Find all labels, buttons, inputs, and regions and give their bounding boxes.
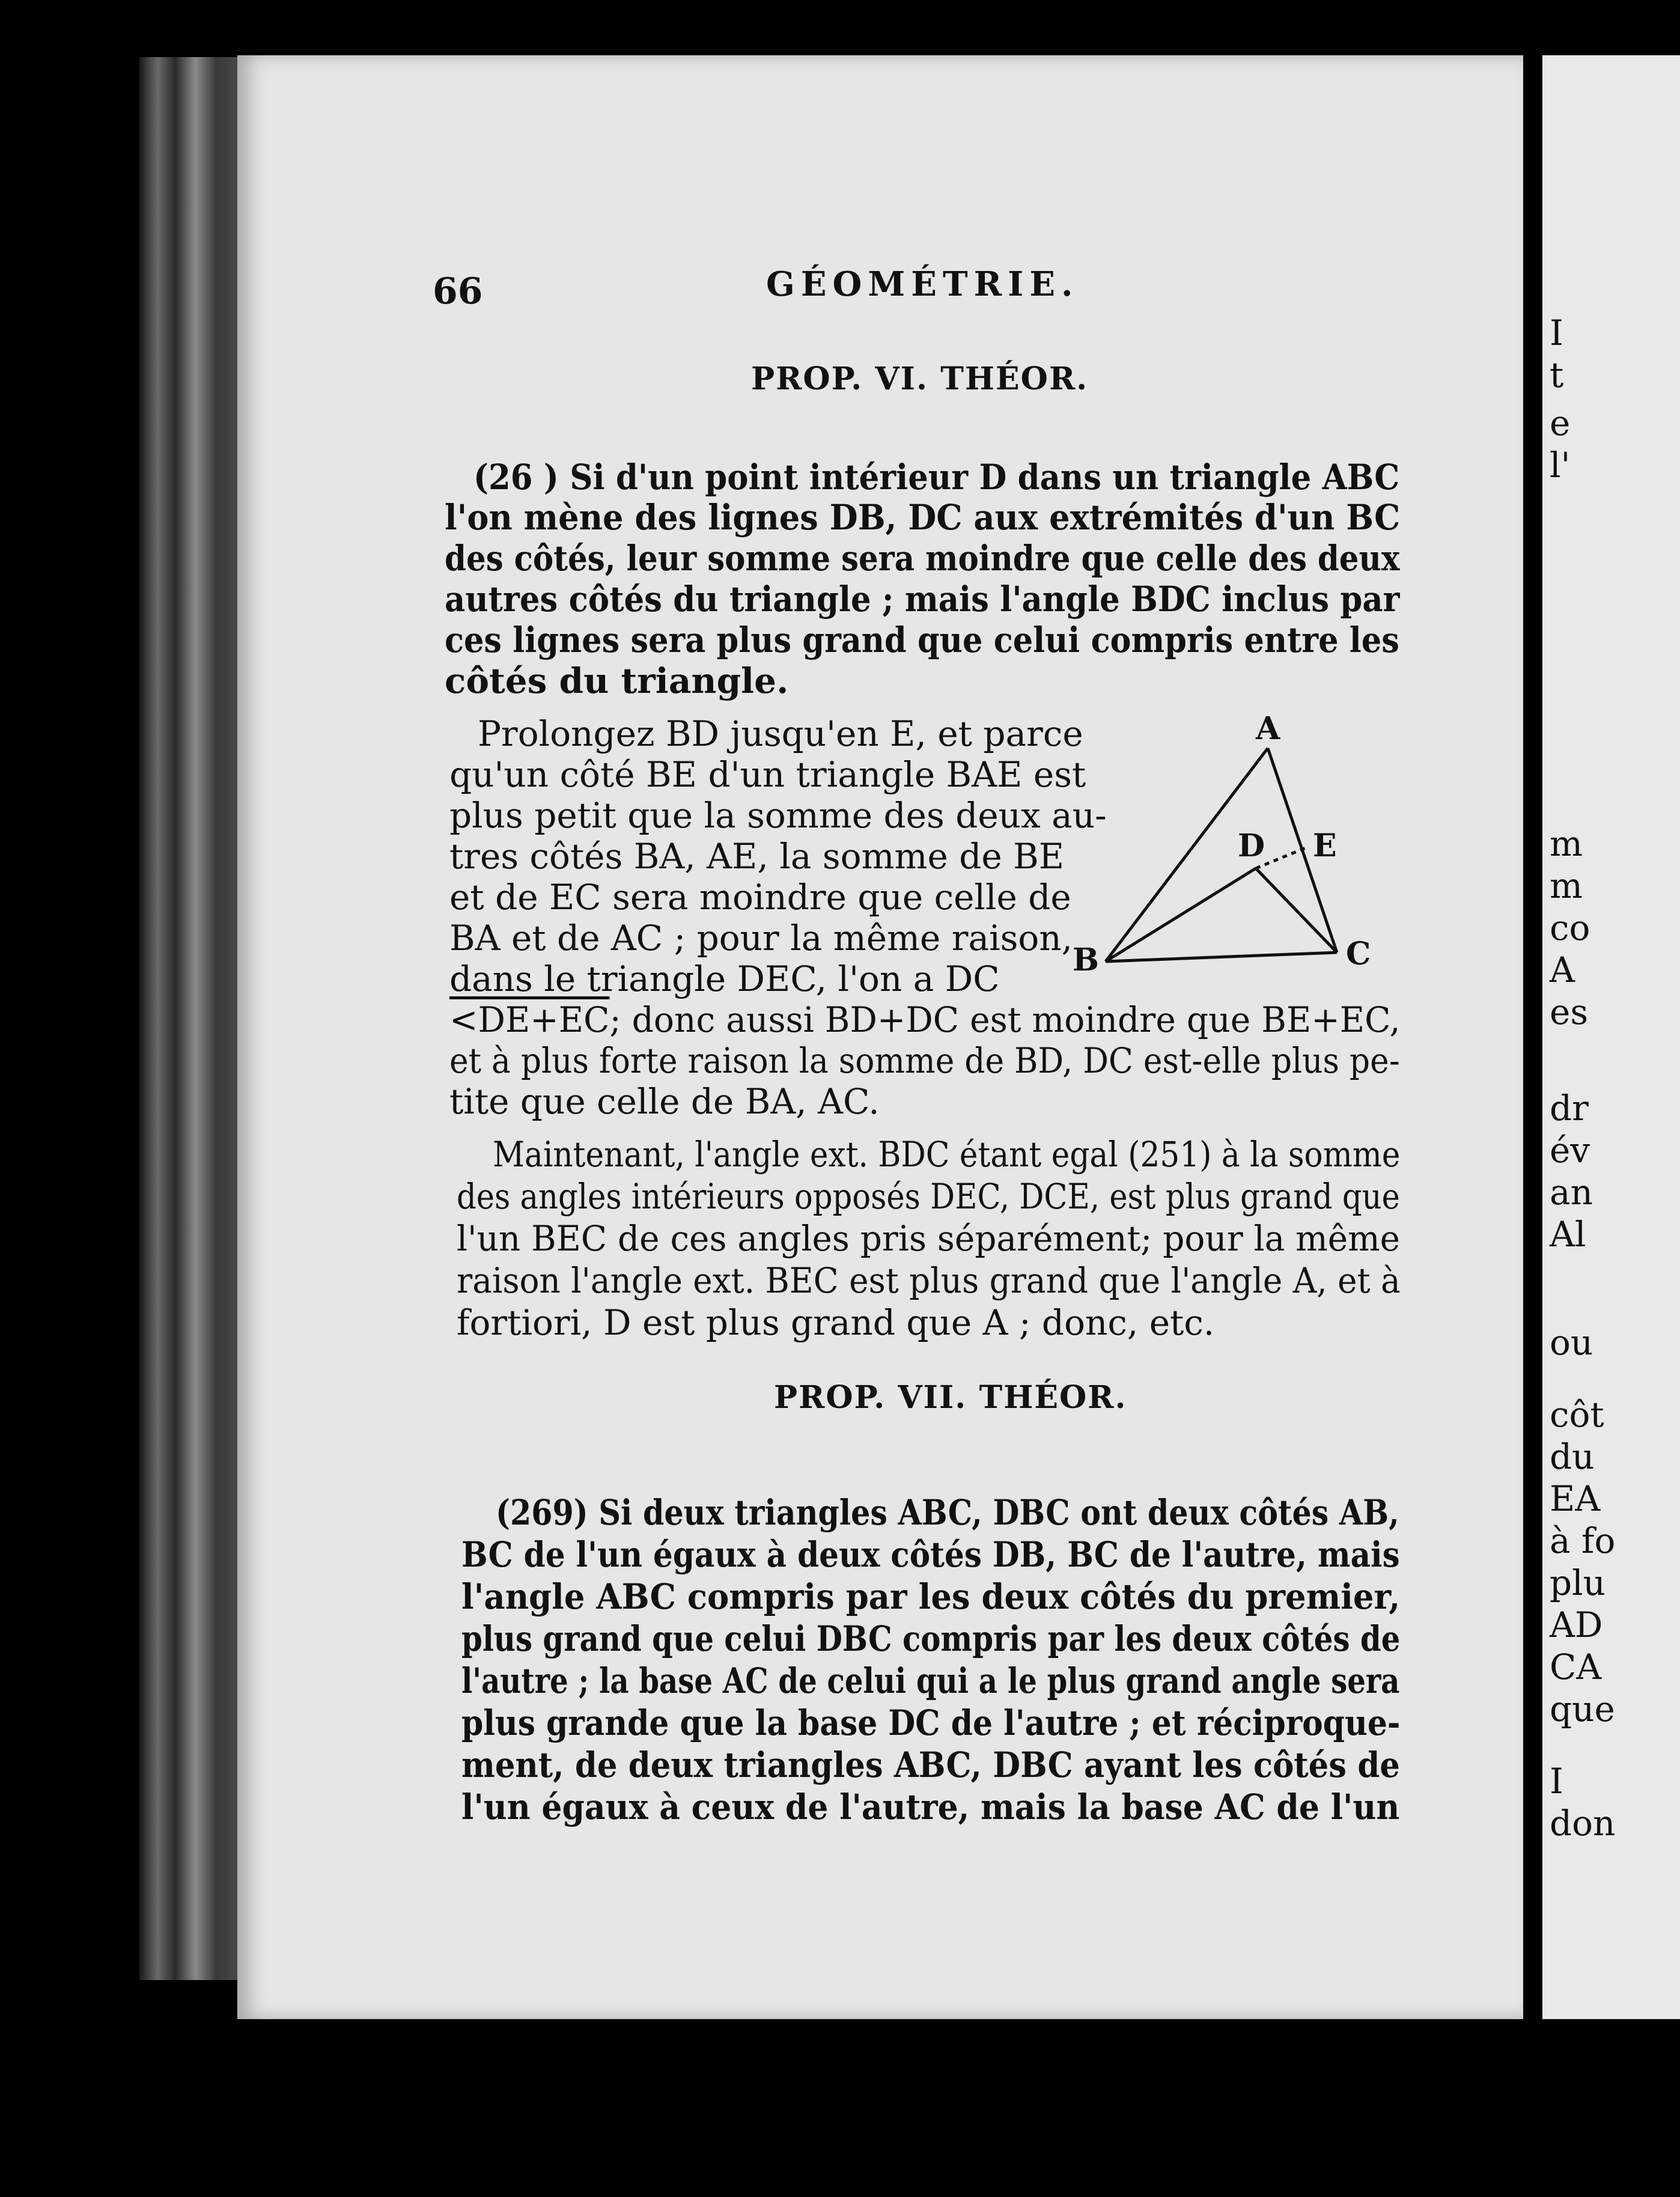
right-page-fragment: es	[1550, 992, 1589, 1032]
right-page-fragment: ou	[1550, 1322, 1593, 1363]
right-page-fragment: côt	[1550, 1394, 1604, 1435]
prop-7-statement-line: l'autre ; la base AC de celui qui a le plus grand angle sera	[461, 1660, 1400, 1701]
label-c: C	[1346, 936, 1371, 972]
prop-6-proof-line: et à plus forte raison la somme de BD, DC est-elle plus pe-	[449, 1040, 1400, 1081]
right-page-fragment: co	[1550, 907, 1590, 948]
prop-6-proof2-line: l'un BEC de ces angles pris séparément; pour la même	[457, 1218, 1401, 1259]
prop-7-statement-line: plus grande que la base DC de l'autre ; et réciproque-	[461, 1702, 1401, 1743]
prop-6-statement-line: côtés du triangle.	[445, 660, 789, 701]
running-title: GÉOMÉTRIE.	[766, 264, 1079, 304]
right-page-fragment: EA	[1550, 1478, 1601, 1519]
right-page-fragment: dr	[1550, 1088, 1589, 1129]
prop-7-heading: PROP. VII. THÉOR.	[774, 1379, 1127, 1416]
right-page-fragment: m	[1550, 865, 1583, 906]
prop-6-proof-line: dans le triangle DEC, l'on a DC	[449, 958, 1000, 999]
prop-6-proof-line: BA et de AC ; pour la même raison,	[449, 918, 1073, 958]
right-page-fragment: év	[1550, 1130, 1590, 1171]
prop-7-statement-line: ment, de deux triangles ABC, DBC ayant les côtés de	[461, 1744, 1400, 1785]
prop-7-statement-line: (269) Si deux triangles ABC, DBC ont deux côtés AB,	[496, 1492, 1399, 1533]
prop-6-heading: PROP. VI. THÉOR.	[751, 361, 1089, 397]
prop-6-proof2-line: fortiori, D est plus grand que A ; donc, etc.	[457, 1302, 1215, 1343]
inequality-overline-expression: <DE+EC	[449, 999, 610, 1040]
prop-6-statement-line: autres côtés du triangle ; mais l'angle BDC inclus par	[445, 579, 1400, 620]
prop-6-proof-line: Prolongez BD jusqu'en E, et parce	[478, 713, 1083, 754]
right-page-fragment: que	[1550, 1689, 1615, 1729]
prop-6-proof2-line: Maintenant, l'angle ext. BDC étant egal (251) à la somme	[493, 1134, 1401, 1175]
label-b: B	[1073, 942, 1099, 978]
right-page-fragment: e	[1550, 403, 1571, 443]
right-page-fragment: à fo	[1550, 1520, 1616, 1561]
prop-6-statement-line: des côtés, leur somme sera moindre que celle des deux	[445, 538, 1400, 579]
prop-7-statement-line: l'un égaux à ceux de l'autre, mais la base AC de l'un	[461, 1787, 1400, 1827]
prop-7-statement-line: plus grand que celui DBC compris par les deux côtés de	[461, 1618, 1401, 1659]
right-page-fragment: Al	[1550, 1214, 1586, 1255]
right-page-fragment: plu	[1550, 1562, 1606, 1603]
prop-6-proof-line-inequality	[449, 999, 1401, 1040]
inequality-continuation: ; donc aussi BD+DC est moindre que BE+EC,	[609, 999, 1401, 1040]
prop-7-statement-line: BC de l'un égaux à deux côtés DB, BC de l'autre, mais	[461, 1534, 1400, 1575]
right-page-fragment: I	[1550, 1761, 1563, 1802]
page-number: 66	[433, 270, 483, 312]
right-page-fragment: an	[1550, 1172, 1593, 1213]
book-page-right-edge	[1542, 55, 1680, 2019]
prop-6-statement-line: (26 ) Si d'un point intérieur D dans un triangle ABC	[473, 457, 1400, 498]
prop-7-statement-line: l'angle ABC compris par les deux côtés du premier,	[461, 1576, 1401, 1617]
right-page-fragment: du	[1550, 1436, 1595, 1477]
label-d: D	[1238, 827, 1265, 864]
prop-6-statement-line: ces lignes sera plus grand que celui compris entre les	[445, 620, 1399, 660]
right-page-fragment: l'	[1550, 445, 1571, 486]
right-page-fragment: AD	[1550, 1604, 1603, 1645]
right-page-fragment: don	[1550, 1803, 1616, 1844]
book-spine	[139, 57, 242, 1980]
label-a: A	[1256, 710, 1280, 747]
prop-6-proof2-line: raison l'angle ext. BEC est plus grand que l'angle A, et à	[457, 1260, 1401, 1301]
label-e: E	[1313, 827, 1337, 864]
prop-6-statement-line: l'on mène des lignes DB, DC aux extrémités d'un BC	[445, 497, 1401, 538]
right-page-fragment: m	[1550, 823, 1583, 864]
right-page-fragment: A	[1550, 949, 1575, 990]
prop-6-proof-line: tite que celle de BA, AC.	[449, 1081, 880, 1122]
prop-6-proof-line: et de EC sera moindre que celle de	[449, 877, 1071, 918]
prop-6-proof2-line: des angles intérieurs opposés DEC, DCE, est plus grand que	[457, 1176, 1400, 1217]
right-page-fragment: CA	[1550, 1647, 1602, 1687]
prop-6-proof-line: qu'un côté BE d'un triangle BAE est	[449, 754, 1086, 795]
right-page-fragment: t	[1550, 355, 1564, 395]
right-page-fragment: I	[1550, 312, 1563, 353]
prop-6-proof-line: plus petit que la somme des deux au-	[449, 795, 1107, 836]
prop-6-proof-line: tres côtés BA, AE, la somme de BE	[449, 836, 1065, 877]
